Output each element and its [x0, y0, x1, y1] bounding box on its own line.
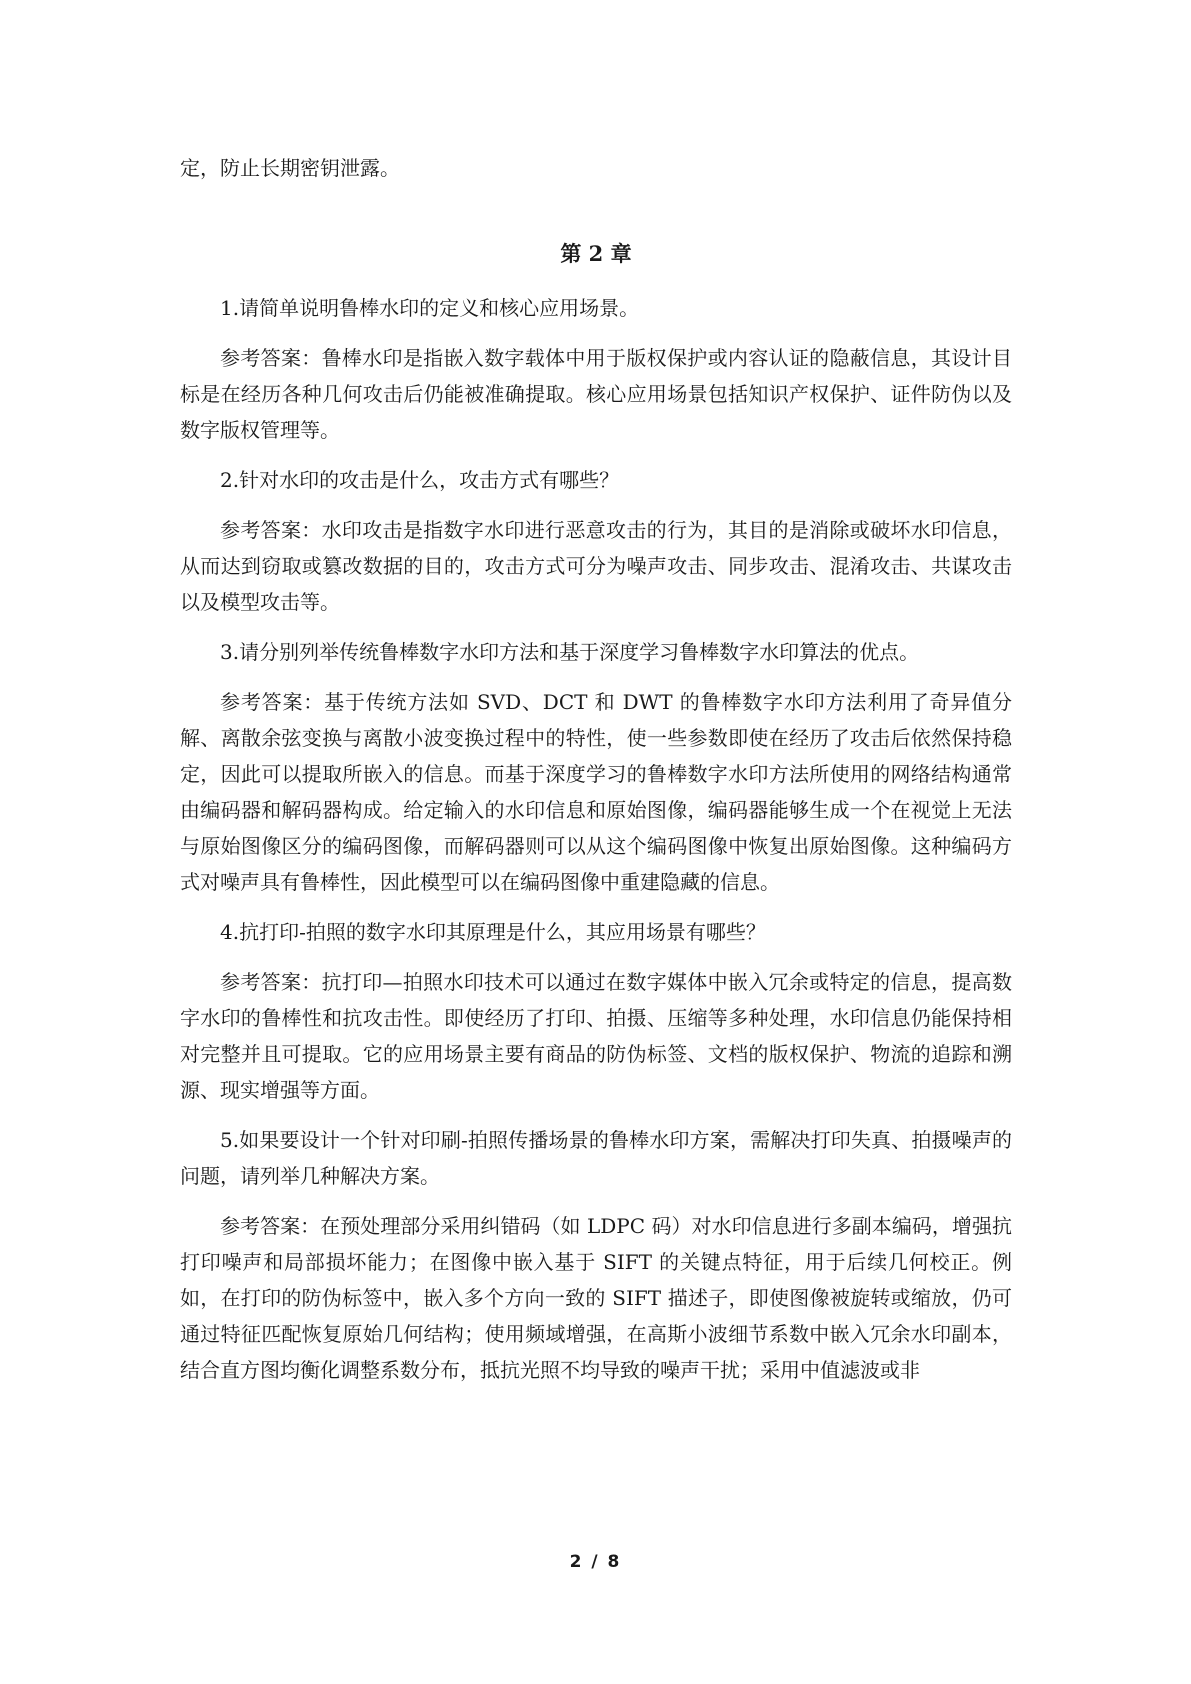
question-3: 3.请分别列举传统鲁棒数字水印方法和基于深度学习鲁棒数字水印算法的优点。 — [220, 640, 920, 664]
question-4: 4.抗打印-拍照的数字水印其原理是什么，其应用场景有哪些？ — [220, 920, 766, 944]
question-2: 2.针对水印的攻击是什么，攻击方式有哪些？ — [220, 468, 620, 492]
answer-4: 参考答案：抗打印—拍照水印技术可以通过在数字媒体中嵌入冗余或特定的信息，提高数字水印的鲁棒性和抗攻击性。即使经历了打印、拍摄、压缩等多种处理，水印信息仍能保持相对完整并且可提取。它的应用场景主要有商品的防伪标签、文档的版权保护、物流的追踪和溯源、现实增强等方面。 — [180, 970, 1012, 1102]
question-5: 5.如果要设计一个针对印刷-拍照传播场景的鲁棒水印方案，需解决打印失真、拍摄噪声的问题，请列举几种解决方案。 — [180, 1128, 1012, 1188]
question-1: 1.请简单说明鲁棒水印的定义和核心应用场景。 — [220, 296, 640, 320]
answer-2: 参考答案：水印攻击是指数字水印进行恶意攻击的行为，其目的是消除或破坏水印信息，从而达到窃取或篡改数据的目的，攻击方式可分为噪声攻击、同步攻击、混淆攻击、共谋攻击以及模型攻击等。 — [180, 518, 1012, 614]
page-number: 2 / 8 — [569, 1552, 622, 1572]
answer-5: 参考答案：在预处理部分采用纠错码（如 LDPC 码）对水印信息进行多副本编码，增强抗打印噪声和局部损坏能力；在图像中嵌入基于 SIFT 的关键点特征，用于后续几何校正。例如，在打印的防伪标签中，嵌入多个方向一致的 SIFT 描述子，即使图像被旋转或缩放，仍可通过特征匹配恢复原始几何结构；使用频域增强，在高斯小波细节系数中嵌入冗余水印副本，结合直方图均衡化调整系数分布，抵抗光照不均导致的噪声干扰；采用中值滤波或非 — [180, 1214, 1012, 1382]
chapter-title: 第 2 章 — [560, 241, 632, 266]
answer-1: 参考答案：鲁棒水印是指嵌入数字载体中用于版权保护或内容认证的隐蔽信息，其设计目标是在经历各种几何攻击后仍能被准确提取。核心应用场景包括知识产权保护、证件防伪以及数字版权管理等。 — [180, 346, 1012, 442]
answer-3: 参考答案：基于传统方法如 SVD、DCT 和 DWT 的鲁棒数字水印方法利用了奇异值分解、离散余弦变换与离散小波变换过程中的特性，使一些参数即使在经历了攻击后依然保持稳定，因此可以提取所嵌入的信息。而基于深度学习的鲁棒数字水印方法所使用的网络结构通常由编码器和解码器构成。给定输入的水印信息和原始图像，编码器能够生成一个在视觉上无法与原始图像区分的编码图像，而解码器则可以从这个编码图像中恢复出原始图像。这种编码方式对噪声具有鲁棒性，因此模型可以在编码图像中重建隐藏的信息。 — [180, 690, 1012, 894]
continuation-line: 定，防止长期密钥泄露。 — [180, 156, 400, 180]
page-content — [180, 150, 1012, 1402]
